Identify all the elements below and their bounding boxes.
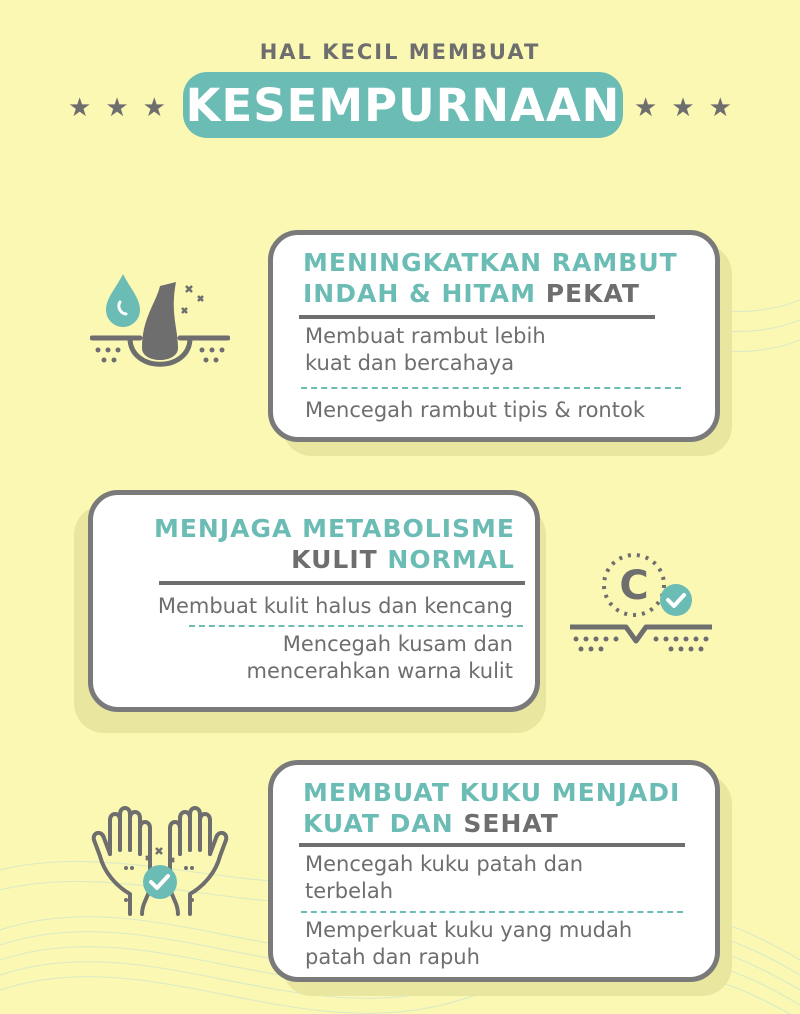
card-hair-benefit-1: Membuat rambut lebih kuat dan bercahaya xyxy=(305,324,546,375)
star-icon: ★ xyxy=(634,93,658,123)
stars-left xyxy=(68,95,166,121)
card-skin-benefit-1: Membuat kulit halus dan kencang xyxy=(157,594,513,618)
dashed-divider xyxy=(301,911,683,913)
card-hair xyxy=(268,230,720,442)
card-skin xyxy=(88,490,540,712)
card-skin-heading-teal: NORMAL xyxy=(387,545,515,574)
card-nails-heading-line1: MEMBUAT KUKU MENJADI xyxy=(303,778,681,807)
card-hair-heading xyxy=(303,247,678,309)
card-nails-heading xyxy=(303,777,680,839)
hands-nail-icon xyxy=(86,806,234,918)
card-hair-heading-line1: MENINGKATKAN RAMBUT xyxy=(303,248,678,277)
star-icon: ★ xyxy=(68,93,92,123)
dashed-divider xyxy=(301,387,681,389)
card-skin-heading-line1: MENJAGA METABOLISME xyxy=(153,514,515,543)
dashed-divider xyxy=(189,625,523,627)
stars-right xyxy=(634,95,732,121)
header-title-banner xyxy=(183,72,623,138)
card-nails-heading-dark: SEHAT xyxy=(463,809,559,838)
heading-underline xyxy=(299,843,685,847)
card-nails-benefit-2: Memperkuat kuku yang mudah patah dan rapuh xyxy=(305,918,633,969)
card-hair-heading-teal: INDAH & HITAM xyxy=(303,279,546,308)
heading-underline xyxy=(299,315,655,319)
card-hair-benefit-2: Mencegah rambut tipis & rontok xyxy=(305,398,645,422)
card-skin-benefit-2: Mencegah kusam dan mencerahkan warna kulit xyxy=(246,632,513,683)
vitamin-letter: C xyxy=(619,563,649,609)
star-icon: ★ xyxy=(105,93,129,123)
header-subtitle: HAL KECIL MEMBUAT xyxy=(259,40,541,64)
card-nails-heading-teal: KUAT DAN xyxy=(303,809,464,838)
card-skin-heading-dark: KULIT xyxy=(291,545,388,574)
star-icon: ★ xyxy=(142,93,166,123)
hair-follicle-icon xyxy=(90,268,230,383)
skin-vitamin-c-icon xyxy=(566,545,716,660)
card-nails xyxy=(268,760,720,982)
card-nails-benefit-1: Mencegah kuku patah dan terbelah xyxy=(305,852,584,903)
card-hair-heading-dark: PEKAT xyxy=(545,279,640,308)
heading-underline xyxy=(159,581,525,585)
star-icon: ★ xyxy=(671,93,695,123)
star-icon: ★ xyxy=(708,93,732,123)
card-skin-heading xyxy=(154,513,515,575)
header-title: KESEMPURNAAN xyxy=(185,78,621,132)
